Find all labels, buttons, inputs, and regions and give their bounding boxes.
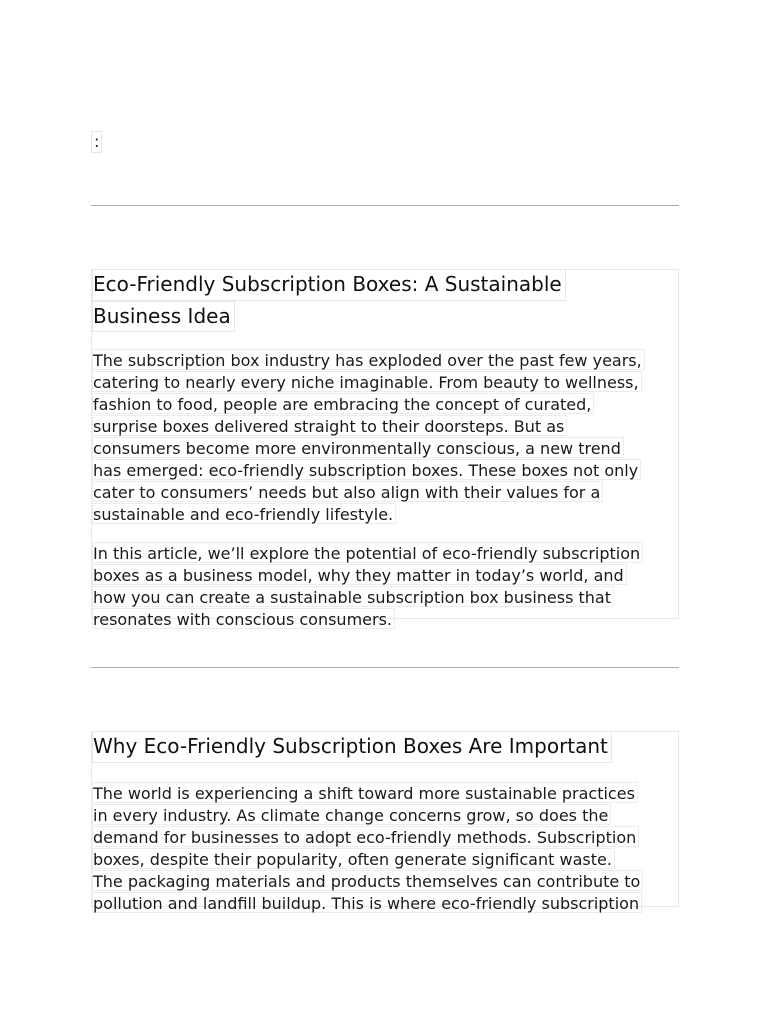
text-line: boxes as a business model, why they matter in today’s world, and	[92, 564, 627, 585]
importance-section	[91, 731, 679, 913]
text-line: demand for businesses to adopt eco-friendly methods. Subscription	[92, 826, 639, 847]
text-line: fashion to food, people are embracing the concept of curated,	[92, 393, 594, 414]
horizontal-divider	[91, 205, 679, 206]
text-line: how you can create a sustainable subscription box business that	[92, 586, 614, 607]
horizontal-divider	[91, 667, 679, 668]
text-line: pollution and landfill buildup. This is where eco-friendly subscription	[92, 892, 642, 913]
heading-line: Why Eco-Friendly Subscription Boxes Are Important	[92, 731, 612, 763]
title-line: Business Idea	[92, 301, 235, 333]
text-line: cater to consumers’ needs but also align with their values for a	[92, 481, 603, 502]
text-line: The subscription box industry has exploded over the past few years,	[92, 349, 645, 370]
text-line: The world is experiencing a shift toward more sustainable practices	[92, 782, 638, 803]
article-intro-section	[91, 269, 679, 629]
article-scope-paragraph	[92, 542, 678, 630]
text-line: resonates with conscious consumers.	[92, 608, 395, 629]
top-colon-mark: :	[91, 131, 102, 153]
article-title	[92, 269, 678, 332]
text-line: in every industry. As climate change concerns grow, so does the	[92, 804, 611, 825]
importance-paragraph	[92, 782, 678, 914]
text-line: In this article, we’ll explore the potential of eco-friendly subscription	[92, 542, 643, 563]
title-line: Eco-Friendly Subscription Boxes: A Sustainable	[92, 269, 566, 301]
text-line: surprise boxes delivered straight to their doorsteps. But as	[92, 415, 567, 436]
text-line: The packaging materials and products themselves can contribute to	[92, 870, 643, 891]
text-line: has emerged: eco-friendly subscription boxes. These boxes not only	[92, 459, 641, 480]
intro-paragraph	[92, 349, 678, 525]
text-line: consumers become more environmentally conscious, a new trend	[92, 437, 624, 458]
text-line: sustainable and eco-friendly lifestyle.	[92, 503, 396, 524]
text-line: catering to nearly every niche imaginable. From beauty to wellness,	[92, 371, 642, 392]
section-heading	[92, 731, 678, 763]
text-line: boxes, despite their popularity, often generate significant waste.	[92, 848, 615, 869]
